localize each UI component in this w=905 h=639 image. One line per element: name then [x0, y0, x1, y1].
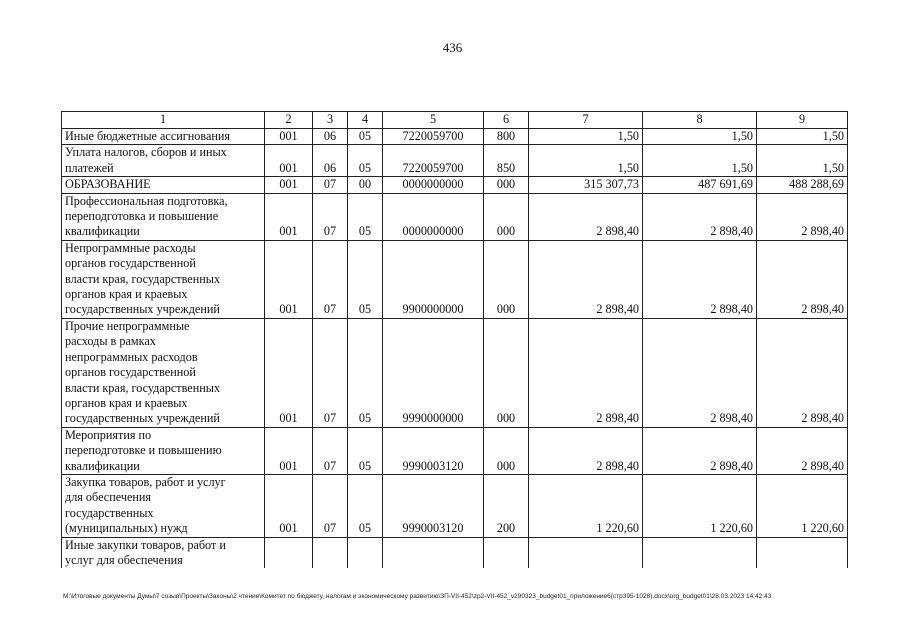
amount-col-8: 1,50: [643, 129, 757, 145]
row-name-line: органов государственной: [65, 365, 196, 380]
expense-type-code: [484, 537, 529, 568]
row-name-line: Иные закупки товаров, работ и: [65, 537, 226, 552]
subsection-code: 05: [348, 427, 383, 474]
amount-col-8: 1 220,60: [643, 474, 757, 537]
grbs-code: 001: [265, 129, 313, 145]
amount-col-9: 1,50: [757, 129, 848, 145]
expense-type-code: 000: [484, 427, 529, 474]
column-header: 5: [383, 112, 484, 129]
table-row: [62, 427, 848, 474]
row-name: [62, 240, 265, 318]
amount-col-9: 488 288,69: [757, 177, 848, 193]
amount-col-7: 2 898,40: [529, 240, 643, 318]
row-name-line: платежей: [65, 160, 114, 175]
grbs-code: 001: [265, 427, 313, 474]
grbs-code: 001: [265, 177, 313, 193]
column-header: 8: [643, 112, 757, 129]
row-name-line: непрограммных расходов: [65, 349, 198, 364]
expense-type-code: 800: [484, 129, 529, 145]
target-article-code: 9990003120: [383, 427, 484, 474]
row-name: [62, 474, 265, 537]
amount-col-8: 1,50: [643, 145, 757, 177]
page-number: 436: [442, 40, 463, 55]
grbs-code: 001: [265, 193, 313, 240]
amount-col-7: 1,50: [529, 129, 643, 145]
section-code: 06: [313, 145, 348, 177]
amount-col-9: 2 898,40: [757, 427, 848, 474]
target-article-code: 0000000000: [383, 193, 484, 240]
section-code: [313, 537, 348, 568]
amount-col-7: 2 898,40: [529, 318, 643, 427]
row-name-line: государственных учреждений: [65, 302, 220, 317]
subsection-code: 05: [348, 193, 383, 240]
row-name-line: (муниципальных) нужд: [65, 521, 188, 536]
table-row: [62, 474, 848, 537]
row-name-line: Непрограммные расходы: [65, 240, 196, 255]
row-name-line: переподготовке и повышению: [65, 443, 222, 458]
amount-col-8: 2 898,40: [643, 193, 757, 240]
row-name-line: переподготовка и повышение: [65, 209, 219, 224]
target-article-code: 7220059700: [383, 129, 484, 145]
row-name-line: Мероприятия по: [65, 427, 152, 442]
row-name: [62, 177, 265, 193]
section-code: 07: [313, 427, 348, 474]
column-header: 9: [757, 112, 848, 129]
budget-table: [61, 111, 848, 568]
row-name: [62, 193, 265, 240]
target-article-code: 7220059700: [383, 145, 484, 177]
column-header: 3: [313, 112, 348, 129]
row-name-line: квалификации: [65, 458, 140, 473]
amount-col-8: 2 898,40: [643, 318, 757, 427]
section-code: 07: [313, 318, 348, 427]
expense-type-code: 850: [484, 145, 529, 177]
expense-type-code: 000: [484, 318, 529, 427]
grbs-code: [265, 537, 313, 568]
amount-col-7: 315 307,73: [529, 177, 643, 193]
column-header-row: [62, 112, 848, 129]
subsection-code: 05: [348, 145, 383, 177]
column-header: 1: [62, 112, 265, 129]
row-name: [62, 129, 265, 145]
row-name: [62, 318, 265, 427]
table-row: [62, 129, 848, 145]
row-name-line: ОБРАЗОВАНИЕ: [65, 177, 151, 192]
table-row: [62, 145, 848, 177]
table-row: [62, 240, 848, 318]
row-name-line: власти края, государственных: [65, 271, 221, 286]
amount-col-7: [529, 537, 643, 568]
row-name-line: органов государственной: [65, 256, 196, 271]
row-name-line: Профессиональная подготовка,: [65, 193, 228, 208]
section-code: 07: [313, 474, 348, 537]
target-article-code: 9900000000: [383, 240, 484, 318]
amount-col-9: 2 898,40: [757, 193, 848, 240]
row-name-line: расходы в рамках: [65, 334, 156, 349]
expense-type-code: 200: [484, 474, 529, 537]
expense-type-code: 000: [484, 240, 529, 318]
column-header: 6: [484, 112, 529, 129]
column-header: 4: [348, 112, 383, 129]
row-name: [62, 145, 265, 177]
amount-col-9: 2 898,40: [757, 240, 848, 318]
row-name-line: власти края, государственных: [65, 380, 221, 395]
subsection-code: [348, 537, 383, 568]
target-article-code: 9990000000: [383, 318, 484, 427]
table-body: [62, 112, 848, 569]
table-row: [62, 177, 848, 193]
subsection-code: 05: [348, 318, 383, 427]
amount-col-7: 2 898,40: [529, 427, 643, 474]
row-name: [62, 537, 265, 568]
amount-col-8: [643, 537, 757, 568]
expense-type-code: 000: [484, 177, 529, 193]
target-article-code: 9990003120: [383, 474, 484, 537]
grbs-code: 001: [265, 240, 313, 318]
section-code: 07: [313, 193, 348, 240]
target-article-code: 0000000000: [383, 177, 484, 193]
expense-type-code: 000: [484, 193, 529, 240]
amount-col-7: 1,50: [529, 145, 643, 177]
amount-col-9: 1,50: [757, 145, 848, 177]
subsection-code: 05: [348, 129, 383, 145]
row-name-line: Иные бюджетные ассигнования: [65, 129, 231, 143]
amount-col-9: 1 220,60: [757, 474, 848, 537]
file-path-footer: M:\Итоговые документы Думы\7 созыв\Проекты\Законы\2 чтение\Комитет по бюджету, налогам и экономическому развитию\ЗП-VII-452\zp2-VII-452_v290323_budget01_приложение6(стр395-1028).docx\org_budget01\28.03.2023 14:42:43: [63, 593, 772, 600]
row-name-line: квалификации: [65, 224, 140, 239]
section-code: 06: [313, 129, 348, 145]
row-name: [62, 427, 265, 474]
row-name-line: органов края и краевых: [65, 287, 188, 302]
row-name-line: Уплата налогов, сборов и иных: [65, 145, 227, 160]
amount-col-7: 1 220,60: [529, 474, 643, 537]
section-code: 07: [313, 240, 348, 318]
row-name-line: Прочие непрограммные: [65, 318, 190, 333]
subsection-code: 00: [348, 177, 383, 193]
target-article-code: [383, 537, 484, 568]
amount-col-9: [757, 537, 848, 568]
subsection-code: 05: [348, 474, 383, 537]
amount-col-9: 2 898,40: [757, 318, 848, 427]
table-row: [62, 193, 848, 240]
grbs-code: 001: [265, 474, 313, 537]
row-name-line: государственных: [65, 505, 154, 520]
column-header: 2: [265, 112, 313, 129]
section-code: 07: [313, 177, 348, 193]
amount-col-7: 2 898,40: [529, 193, 643, 240]
row-name-line: Закупка товаров, работ и услуг: [65, 474, 226, 489]
grbs-code: 001: [265, 145, 313, 177]
row-name-line: для обеспечения: [65, 490, 152, 505]
amount-col-8: 2 898,40: [643, 427, 757, 474]
table-row: [62, 537, 848, 568]
row-name-line: органов края и краевых: [65, 395, 188, 410]
grbs-code: 001: [265, 318, 313, 427]
amount-col-8: 2 898,40: [643, 240, 757, 318]
amount-col-8: 487 691,69: [643, 177, 757, 193]
column-header: 7: [529, 112, 643, 129]
subsection-code: 05: [348, 240, 383, 318]
table-row: [62, 318, 848, 427]
row-name-line: государственных учреждений: [65, 411, 220, 426]
row-name-line: услуг для обеспечения: [65, 552, 183, 567]
